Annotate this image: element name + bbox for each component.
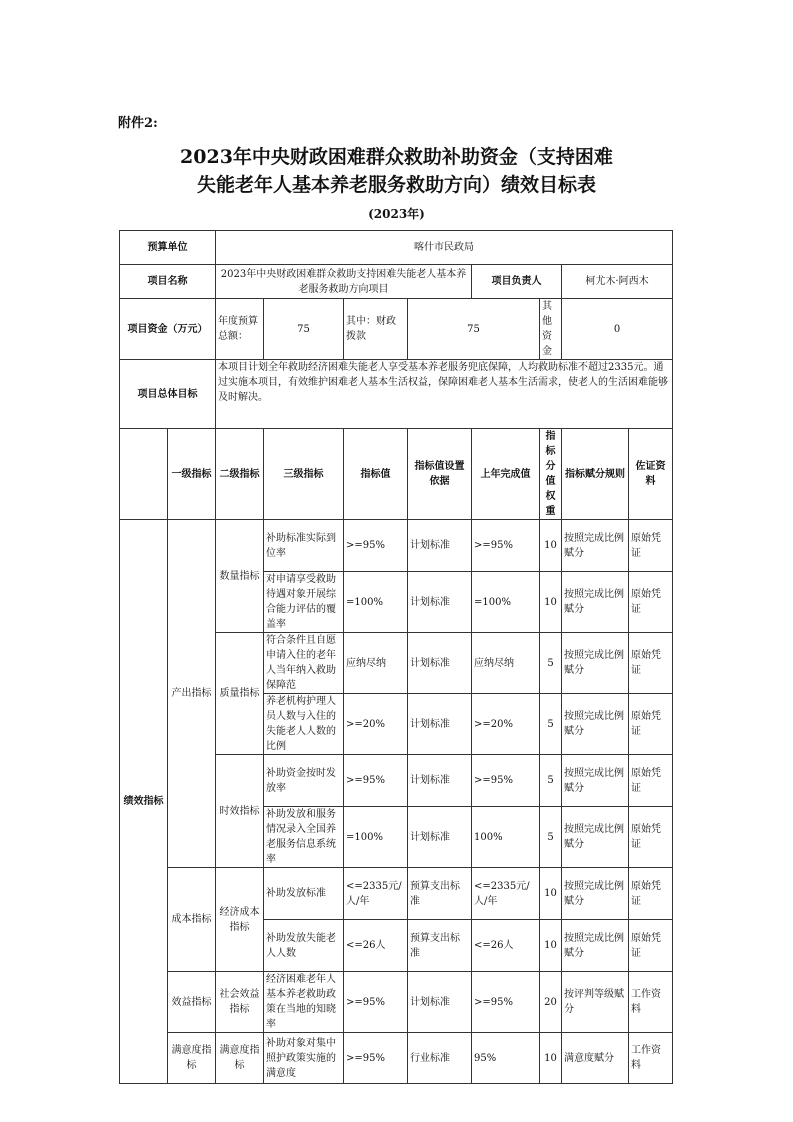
budget-unit-value: 喀什市民政局 bbox=[216, 231, 673, 265]
indicator-basis: 计划标准 bbox=[408, 520, 472, 572]
indicator-basis: 计划标准 bbox=[408, 694, 472, 755]
column-header-blank bbox=[120, 429, 168, 520]
indicator-value: <=26人 bbox=[344, 920, 408, 972]
indicator-basis: 计划标准 bbox=[408, 972, 472, 1033]
indicator-evidence: 原始凭证 bbox=[629, 807, 673, 868]
indicator-last-year: <=26人 bbox=[472, 920, 540, 972]
indicator-name: 对申请享受救助待遇对象开展综合能力评估的覆盖率 bbox=[264, 572, 344, 633]
indicator-name: 经济困难老年人基本养老救助政策在当地的知晓率 bbox=[264, 972, 344, 1033]
indicator-name: 补助发放失能老人人数 bbox=[264, 920, 344, 972]
indicator-weight: 10 bbox=[540, 520, 562, 572]
indicator-evidence: 原始凭证 bbox=[629, 755, 673, 807]
attachment-label: 附件2: bbox=[118, 116, 158, 131]
indicator-weight: 20 bbox=[540, 972, 562, 1033]
other-funds-value: 0 bbox=[562, 299, 673, 360]
indicator-value: >=95% bbox=[344, 1033, 408, 1084]
indicator-rule: 按照完成比例赋分 bbox=[562, 694, 629, 755]
subgroup-quality: 质量指标 bbox=[216, 633, 264, 755]
project-name-value: 2023年中央财政困难群众救助支持困难失能老人基本养老服务救助方向项目 bbox=[216, 265, 472, 299]
page-title-line-2: 失能老年人基本养老服务救助方向）绩效目标表 bbox=[196, 174, 596, 196]
table-row bbox=[120, 520, 673, 572]
project-name-row bbox=[120, 265, 673, 299]
indicator-rule: 按评判等级赋分 bbox=[562, 972, 629, 1033]
indicator-value: 应纳尽纳 bbox=[344, 633, 408, 694]
indicator-last-year: >=95% bbox=[472, 972, 540, 1033]
indicator-value: >=95% bbox=[344, 972, 408, 1033]
goal-row bbox=[120, 360, 673, 429]
indicator-evidence: 原始凭证 bbox=[629, 868, 673, 920]
indicator-last-year: 100% bbox=[472, 807, 540, 868]
budget-unit-label: 预算单位 bbox=[120, 231, 216, 265]
annual-budget-label: 年度预算总额： bbox=[216, 299, 264, 360]
table-row bbox=[120, 868, 673, 920]
indicator-basis: 计划标准 bbox=[408, 807, 472, 868]
indicator-value: =100% bbox=[344, 572, 408, 633]
subgroup-satisfaction: 满意度指标 bbox=[216, 1033, 264, 1084]
indicator-evidence: 原始凭证 bbox=[629, 520, 673, 572]
subgroup-social-benefit: 社会效益指标 bbox=[216, 972, 264, 1033]
indicator-last-year: >=95% bbox=[472, 520, 540, 572]
column-level2: 二级指标 bbox=[216, 429, 264, 520]
indicator-last-year: 95% bbox=[472, 1033, 540, 1084]
indicator-value: >=95% bbox=[344, 520, 408, 572]
indicator-name: 养老机构护理人员人数与入住的失能老人人数的比例 bbox=[264, 694, 344, 755]
funds-label: 项目资金（万元） bbox=[120, 299, 216, 360]
category-cell: 绩效指标 bbox=[120, 520, 168, 1084]
indicator-weight: 10 bbox=[540, 868, 562, 920]
group-cost: 成本指标 bbox=[168, 868, 216, 972]
indicator-weight: 5 bbox=[540, 755, 562, 807]
indicator-weight: 10 bbox=[540, 1033, 562, 1084]
indicator-name: 补助标准实际到位率 bbox=[264, 520, 344, 572]
table-row bbox=[120, 1033, 673, 1084]
indicator-value: =100% bbox=[344, 807, 408, 868]
group-benefit: 效益指标 bbox=[168, 972, 216, 1033]
page-title-line-1: 2023年中央财政困难群众救助补助资金（支持困难 bbox=[180, 146, 613, 168]
column-level1: 一级指标 bbox=[168, 429, 216, 520]
indicator-evidence: 原始凭证 bbox=[629, 572, 673, 633]
indicator-basis: 预算支出标准 bbox=[408, 920, 472, 972]
year-label: (2023年) bbox=[368, 207, 425, 221]
fiscal-label: 其中：财政拨款 bbox=[344, 299, 408, 360]
column-last-year: 上年完成值 bbox=[472, 429, 540, 520]
indicator-name: 补助发放标准 bbox=[264, 868, 344, 920]
other-funds-label: 其他资金 bbox=[540, 299, 562, 360]
indicator-basis: 计划标准 bbox=[408, 572, 472, 633]
indicator-weight: 10 bbox=[540, 572, 562, 633]
column-evidence: 佐证资料 bbox=[629, 429, 673, 520]
responsible-value: 柯尤木·阿西木 bbox=[562, 265, 673, 299]
fiscal-value: 75 bbox=[408, 299, 540, 360]
indicator-evidence: 工作资料 bbox=[629, 972, 673, 1033]
annual-budget-value: 75 bbox=[264, 299, 344, 360]
indicator-rule: 按照完成比例赋分 bbox=[562, 807, 629, 868]
subgroup-timeliness: 时效指标 bbox=[216, 755, 264, 868]
column-basis: 指标值设置依据 bbox=[408, 429, 472, 520]
goal-value: 本项目计划全年救助经济困难失能老人享受基本养老服务兜底保障，人均救助标准不超过2335元。通过实施本项目，有效维护困难老人基本生活权益，保障困难老人基本生活需求，使老人的生活困难能够及时解决。 bbox=[216, 360, 673, 429]
indicator-last-year: >=95% bbox=[472, 755, 540, 807]
indicator-rule: 按照完成比例赋分 bbox=[562, 755, 629, 807]
indicator-name: 补助对象对集中照护政策实施的满意度 bbox=[264, 1033, 344, 1084]
indicator-name: 补助资金按时发放率 bbox=[264, 755, 344, 807]
responsible-label: 项目负责人 bbox=[472, 265, 562, 299]
subgroup-economic-cost: 经济成本指标 bbox=[216, 868, 264, 972]
goal-label: 项目总体目标 bbox=[120, 360, 216, 429]
funds-row bbox=[120, 299, 673, 360]
budget-unit-row bbox=[120, 231, 673, 265]
indicator-name: 补助发放和服务情况录入全国养老服务信息系统率 bbox=[264, 807, 344, 868]
indicator-rule: 按照完成比例赋分 bbox=[562, 572, 629, 633]
group-output: 产出指标 bbox=[168, 520, 216, 868]
indicator-rule: 按照完成比例赋分 bbox=[562, 920, 629, 972]
column-header-row bbox=[120, 429, 673, 520]
indicator-evidence: 原始凭证 bbox=[629, 633, 673, 694]
indicator-last-year: =100% bbox=[472, 572, 540, 633]
indicator-rule: 按照完成比例赋分 bbox=[562, 868, 629, 920]
indicator-basis: 计划标准 bbox=[408, 755, 472, 807]
indicator-last-year: >=20% bbox=[472, 694, 540, 755]
indicator-last-year: 应纳尽纳 bbox=[472, 633, 540, 694]
indicator-evidence: 工作资料 bbox=[629, 1033, 673, 1084]
indicator-last-year: <=2335元/人/年 bbox=[472, 868, 540, 920]
indicator-basis: 预算支出标准 bbox=[408, 868, 472, 920]
indicator-value: <=2335元/人/年 bbox=[344, 868, 408, 920]
column-rule: 指标赋分规则 bbox=[562, 429, 629, 520]
group-satisfaction: 满意度指标 bbox=[168, 1033, 216, 1084]
performance-table bbox=[119, 230, 673, 1084]
indicator-basis: 计划标准 bbox=[408, 633, 472, 694]
indicator-basis: 行业标准 bbox=[408, 1033, 472, 1084]
column-level3: 三级指标 bbox=[264, 429, 344, 520]
indicator-weight: 10 bbox=[540, 920, 562, 972]
subgroup-quantity: 数量指标 bbox=[216, 520, 264, 633]
project-name-label: 项目名称 bbox=[120, 265, 216, 299]
indicator-weight: 5 bbox=[540, 807, 562, 868]
column-weight: 指标分值权重 bbox=[540, 429, 562, 520]
indicator-rule: 满意度赋分 bbox=[562, 1033, 629, 1084]
table-row bbox=[120, 972, 673, 1033]
column-value: 指标值 bbox=[344, 429, 408, 520]
indicator-value: >=20% bbox=[344, 694, 408, 755]
indicator-rule: 按照完成比例赋分 bbox=[562, 633, 629, 694]
indicator-rule: 按照完成比例赋分 bbox=[562, 520, 629, 572]
indicator-weight: 5 bbox=[540, 633, 562, 694]
indicator-value: >=95% bbox=[344, 755, 408, 807]
indicator-weight: 5 bbox=[540, 694, 562, 755]
indicator-name: 符合条件且自愿申请入住的老年人当年纳入救助保障范 bbox=[264, 633, 344, 694]
indicator-evidence: 原始凭证 bbox=[629, 920, 673, 972]
indicator-evidence: 原始凭证 bbox=[629, 694, 673, 755]
